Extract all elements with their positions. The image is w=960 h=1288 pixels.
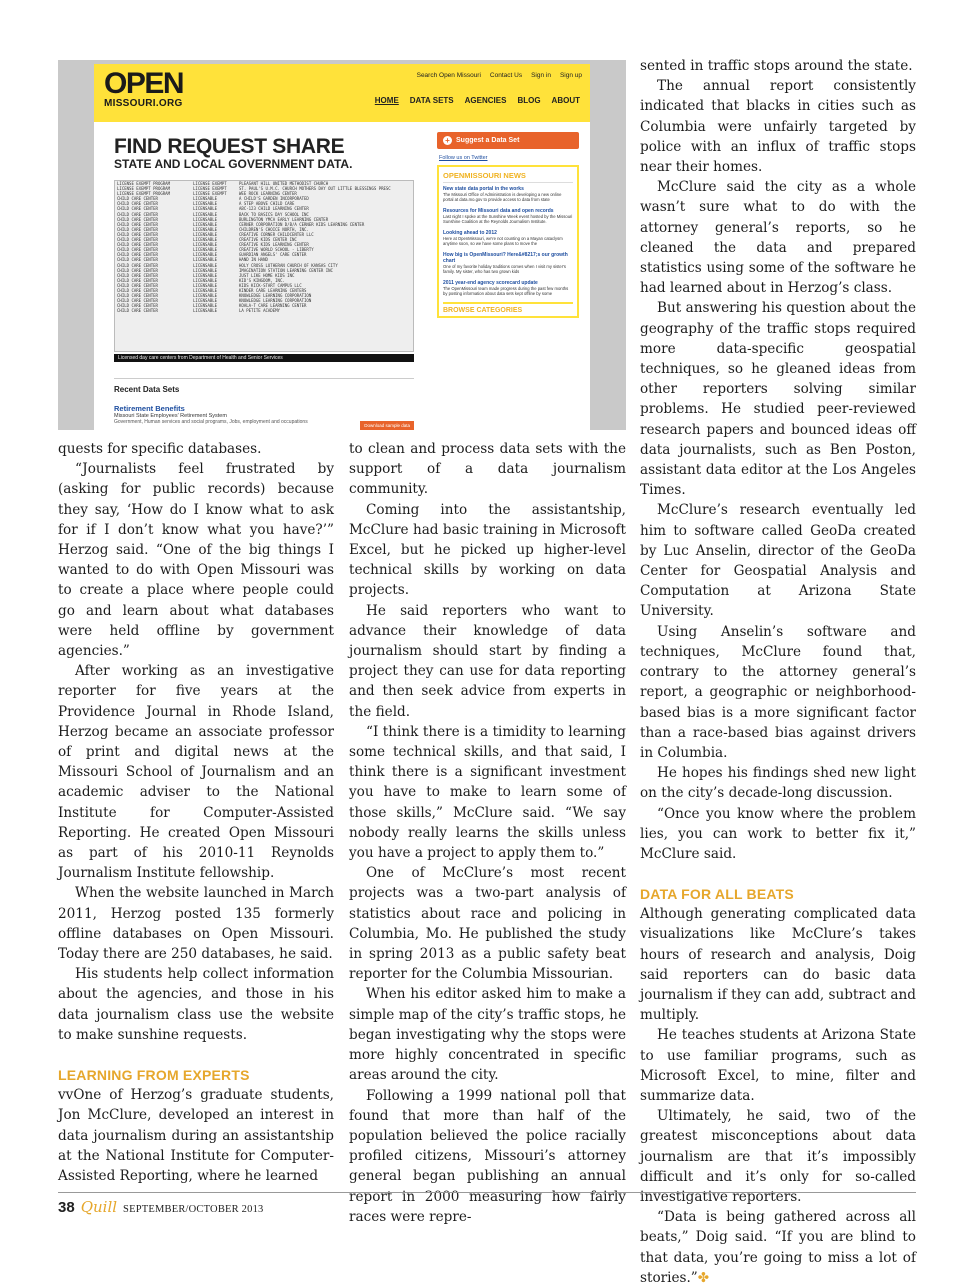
table-cell: CHILD CARE CENTER bbox=[117, 196, 158, 202]
nav-about: ABOUT bbox=[551, 96, 580, 105]
table-cell: LICENSABLE bbox=[193, 196, 218, 202]
table-cell: GUARDIAN ANGELS' CARE CENTER bbox=[239, 252, 307, 258]
paragraph: “Journalists feel frustrated by (asking for public records) because they say, ‘How do I know what to ask for if I don’t know what you have?’” Herzog said. “One of the big things I wanted to do with Open Missouri was to create a place where people could go and learn about what databases were held offline by government agencies.” bbox=[58, 461, 334, 660]
paragraph: When the website launched in March 2011, Herzog posted 135 formerly offline databases on Open Missouri. Today there are 250 databases, he said. bbox=[58, 885, 334, 963]
browse-heading: BROWSE CATEGORIES bbox=[443, 302, 573, 314]
table-cell: CREATIVE KIDS LEARNING CENTER bbox=[239, 242, 309, 248]
openmissouri-screenshot bbox=[58, 60, 626, 430]
table-cell: CHILD CARE CENTER bbox=[117, 272, 158, 278]
table-cell: CHILD CARE CENTER bbox=[117, 277, 158, 283]
site-nav bbox=[375, 96, 580, 105]
news-item-title: How big is OpenMissouri? Here&#8217;s our growth chart bbox=[443, 252, 568, 264]
nav-agencies: AGENCIES bbox=[464, 96, 507, 105]
table-cell: LICENSABLE bbox=[193, 242, 218, 248]
table-cell: IMAGINATION STATION LEARNING CENTER INC bbox=[239, 267, 333, 273]
news-item-desc: The Missouri Office of Administration is developing a new online portal at data.mo.gov to provide access to data from state bbox=[443, 192, 562, 202]
table-cell: LICENSABLE bbox=[193, 247, 218, 253]
table-cell: CHILD CARE CENTER bbox=[117, 262, 158, 268]
subhead-learning-from-experts: LEARNING FROM EXPERTS bbox=[58, 1067, 250, 1084]
news-item-desc: The OpenMissouri team made progress during the past few months by posting information about data sets kept offline by some bbox=[443, 286, 569, 296]
subhead-data-for-all-beats: DATA FOR ALL BEATS bbox=[640, 886, 794, 903]
news-item bbox=[443, 280, 573, 296]
table-cell: ST. PAUL'S U.M.C. CHURCH MOTHERS DAY OUT LITTLE BLESSINGS PRESC bbox=[239, 186, 391, 192]
table-cell: LICENSE EXEMPT PROGRAM bbox=[117, 181, 170, 186]
table-cell: A STEP ABOVE CHILD CARE bbox=[239, 201, 295, 207]
recent-data-sets bbox=[114, 378, 414, 430]
paragraph: The annual report consistently indicated that blacks in cities such as Columbia were unfairly targeted by police with an influx of traffic stops near their homes. bbox=[640, 78, 916, 176]
article-column-2 bbox=[349, 439, 626, 1227]
site-logo bbox=[104, 67, 184, 109]
table-cell: LICENSABLE bbox=[193, 282, 218, 288]
plus-icon: + bbox=[443, 136, 452, 145]
table-cell: A CHILD'S GARDEN INCORPORATED bbox=[239, 196, 309, 202]
paragraph: McClure said the city as a whole wasn’t sure what to do with the attorney general’s reports, so he cleaned the data and prepared statistics using some of the software he had learned about in Herzog’s class. bbox=[640, 179, 916, 297]
table-cell: LICENSABLE bbox=[193, 221, 218, 227]
table-cell: LICENSABLE bbox=[193, 298, 218, 304]
site-content bbox=[94, 122, 590, 430]
paragraph: Using Anselin’s software and techniques, McClure found that, contrary to the attorney general’s report, a geographic or neighborhood-based bias is a more significant factor than a race-based bias against drivers in Columbia. bbox=[640, 623, 916, 761]
paragraph: He teaches students at Arizona State to use familiar programs, such as Microsoft Excel, to mine, filter and summarize data. bbox=[640, 1027, 916, 1104]
article-column-1 bbox=[58, 439, 334, 1186]
news-item bbox=[443, 208, 573, 224]
table-cell: LICENSABLE bbox=[193, 267, 218, 273]
closing-quote: “Data is being gathered across all beats,” Doig said. “If you are blind to that data, you’re going to miss a lot of stories.” bbox=[640, 1209, 916, 1286]
table-cell: LICENSE EXEMPT PROGRAM bbox=[117, 186, 170, 192]
paragraph: sented in traffic stops around the state. bbox=[640, 58, 913, 74]
folio bbox=[58, 1198, 263, 1216]
news-item-title: 2011 year-end agency scorecard update bbox=[443, 280, 538, 286]
magazine-name: Quill bbox=[80, 1198, 118, 1216]
paragraph bbox=[640, 1207, 916, 1288]
paragraph: quests for specific databases. bbox=[58, 441, 262, 457]
tagline-sub: STATE AND LOCAL GOVERNMENT DATA. bbox=[114, 157, 353, 171]
table-cell: CHILD CARE CENTER bbox=[117, 206, 158, 212]
nav-blog: BLOG bbox=[517, 96, 541, 105]
sidebar bbox=[437, 132, 579, 318]
table-cell: CERNER CORPORATION D/B/A CERNER KIDS LEARNING CENTER bbox=[239, 221, 365, 227]
table-cell: BACK TO BASICS DAY SCHOOL INC bbox=[239, 211, 309, 217]
search-link: Search Open Missouri bbox=[416, 72, 481, 79]
table-cell: LICENSABLE bbox=[193, 272, 218, 278]
table-cell: CHILD CARE CENTER bbox=[117, 282, 158, 288]
table-cell: CHILDREN'S CHOICE NORTH, INC. bbox=[239, 226, 309, 232]
article-column-3 bbox=[640, 56, 916, 1288]
table-cell: LICENSABLE bbox=[193, 287, 218, 293]
table-cell: CHILD CARE CENTER bbox=[117, 247, 158, 253]
news-item-title: Looking ahead to 2012 bbox=[443, 230, 497, 236]
table-cell: LICENSABLE bbox=[193, 277, 218, 283]
table-cell: LICENSE EXEMPT PROGRAM bbox=[117, 191, 170, 197]
recent-desc: Government, Human services and social programs, Jobs, employment and occupations bbox=[114, 419, 308, 425]
table-cell: KIDS KICK-START CAMPUS LLC bbox=[239, 282, 302, 288]
table-cell: LICENSABLE bbox=[193, 293, 218, 299]
table-caption: Licensed day care centers from Department of Health and Senior Services bbox=[114, 354, 414, 362]
table-cell: LICENSE EXEMPT bbox=[193, 186, 227, 192]
table-cell: CREATIVE CORNER CHILDCENTER LLC bbox=[239, 231, 314, 237]
news-heading: OPENMISSOURI NEWS bbox=[443, 171, 573, 183]
recent-heading: Recent Data Sets bbox=[114, 385, 180, 394]
table-cell: LICENSABLE bbox=[193, 252, 218, 258]
paragraph: Coming into the assistantship, McClure had basic training in Microsoft Excel, but he picked up higher-level technical skills by working on data projects. bbox=[349, 501, 626, 599]
tagline-main: FIND REQUEST SHARE bbox=[114, 135, 345, 158]
table-cell: CHILD CARE CENTER bbox=[117, 216, 158, 222]
table-cell: LICENSABLE bbox=[193, 262, 218, 268]
table-cell: CHILD CARE CENTER bbox=[117, 221, 158, 227]
table-cell: LICENSABLE bbox=[193, 303, 218, 309]
table-cell: KNOWLEDGE LEARNING CORPORATION bbox=[239, 298, 312, 304]
table-cell: PLEASANT HILL UNITED METHODIST CHURCH bbox=[239, 181, 329, 186]
table-cell: LICENSABLE bbox=[193, 231, 218, 237]
table-cell: CHILD CARE CENTER bbox=[117, 201, 158, 207]
news-item-desc: One of my favorite holiday traditions comes when I visit my sister's family. My sister, who has two grown kids bbox=[443, 264, 566, 274]
suggest-data-set-button bbox=[437, 132, 579, 149]
news-item-desc: Last night I spoke at the Sunshine Week event hosted by the Missouri Sunshine Coalition at the Reynolds Journalism Institute. bbox=[443, 214, 573, 224]
table-row bbox=[115, 308, 413, 313]
signup-link: Sign up bbox=[559, 72, 582, 79]
nav-home: HOME bbox=[374, 96, 399, 105]
table-cell: KOALA-T CARE LEARNING CENTER bbox=[239, 303, 307, 309]
paragraph: “I think there is a timidity to learning some technical skills, and that said, I think there is a significant investment you have to make to learn some of those skills,” McClure said. “We say nobody really learns the skills unless you have a project to apply them to.” bbox=[349, 723, 626, 862]
table-cell: CHILD CARE CENTER bbox=[117, 293, 158, 299]
twitter-link: Follow us on Twitter bbox=[439, 155, 488, 161]
paragraph: But answering his question about the geography of the traffic stops required more data-specific geospatial techniques, so he gleaned ideas from other reporters solving similar problems. He studied peer-reviewed research papers and bounced ideas off data journalists, such as Ben Poston, assistant data editor at the Los Angeles Times. bbox=[640, 300, 916, 499]
paragraph: Ultimately, he said, two of the greatest misconceptions about data journalism are that it’s impossibly difficult and it’s only for so-called investigative reporters. bbox=[640, 1108, 916, 1205]
paragraph: He hopes his findings shed new light on the city’s decade-long discussion. bbox=[640, 765, 916, 802]
table-cell: LICENSABLE bbox=[193, 201, 218, 207]
table-cell: KINDER CARE LEARNING CENTERS bbox=[239, 287, 307, 293]
recent-subtitle: Missouri State Employees' Retirement System bbox=[114, 413, 227, 419]
table-cell: CHILD CARE CENTER bbox=[117, 303, 158, 309]
suggest-label: Suggest a Data Set bbox=[456, 137, 520, 144]
page-number: 38 bbox=[58, 1199, 75, 1216]
news-item bbox=[443, 230, 573, 246]
table-cell: CHILD CARE CENTER bbox=[117, 252, 158, 258]
paragraph: He said reporters who want to advance their knowledge of data journalism should start by finding a project they can use for data reporting and then seek advice from experts in the field. bbox=[349, 602, 626, 720]
table-cell: BURLINGTON YMCA EARLY LEARNING CENTER bbox=[239, 216, 329, 222]
table-cell: CHILD CARE CENTER bbox=[117, 308, 158, 314]
paragraph: After working as an investigative reporter for five years at the Providence Journal in Rhode Island, Herzog became an associate professor of print and digital news at the Missouri School of Journalism and an academic adviser to the National Institute for Computer-Assisted Reporting. He created Open Missouri as part of his 2010-11 Reynolds Journalism Institute fellowship. bbox=[58, 663, 334, 882]
table-cell: CHILD CARE CENTER bbox=[117, 226, 158, 232]
table-cell: CHILD CARE CENTER bbox=[117, 298, 158, 304]
paragraph: Following a 1999 national poll that found that more than half of the population believed the police racially profiled citizens, Missouri’s attorney general began publishing an annual report in 2000 measuring how fairly races were repre- bbox=[349, 1087, 626, 1225]
table-cell: CHILD CARE CENTER bbox=[117, 211, 158, 217]
utility-links bbox=[417, 72, 582, 79]
table-cell: KNOWLEDGE LEARNING CORPORATION bbox=[239, 293, 312, 299]
table-cell: KID'S KINGDOM, INC. bbox=[239, 277, 285, 283]
logo-missouri: MISSOURI.ORG bbox=[104, 98, 183, 109]
news-item-title: Resources for Missouri data and open records bbox=[443, 208, 554, 214]
paragraph: vvOne of Herzog’s graduate students, Jon McClure, developed an interest in data journalism during an assistantship at the National Institute for Computer-Assisted Reporting, where he learned bbox=[58, 1087, 334, 1184]
table-cell: LICENSABLE bbox=[193, 206, 218, 212]
paragraph: McClure’s research eventually led him to software called GeoDa created by Luc Anselin, director of the GeoDa Center for Geospatial Analysis and Computation at Arizona State University. bbox=[640, 502, 916, 620]
paragraph: When his editor asked him to make a simple map of the city’s traffic stops, he began investigating why the stops were more highly concentrated in specific areas around the city. bbox=[349, 986, 626, 1084]
table-cell: JUST LIKE HOME KIDS INC bbox=[239, 272, 295, 278]
table-cell: CREATIVE KIDS CENTER INC bbox=[239, 237, 297, 243]
news-item-title: New state data portal in the works bbox=[443, 186, 524, 192]
paragraph: “Once you know where the problem lies, you can work to better fix it,” McClure said. bbox=[640, 805, 916, 862]
table-cell: LICENSABLE bbox=[193, 216, 218, 222]
news-box bbox=[437, 165, 579, 318]
nav-data-sets: DATA SETS bbox=[409, 96, 454, 105]
news-item-desc: Here at OpenMissouri, we're not counting on a Mayan cataclysm anytime soon, so we have some plans to move the bbox=[443, 236, 563, 246]
table-cell: CHILD CARE CENTER bbox=[117, 231, 158, 237]
paragraph: Although generating complicated data visualizations like McClure’s takes hours of research and analysis, Doig said reporters can do basic data journalism if they can add, subtract and multiply. bbox=[640, 906, 916, 1024]
table-cell: ABC-123 CHILD LEARNING CENTER bbox=[239, 206, 309, 212]
issue-date: SEPTEMBER/OCTOBER 2013 bbox=[123, 1204, 264, 1215]
table-cell: LICENSE EXEMPT bbox=[193, 191, 227, 197]
news-item bbox=[443, 186, 573, 202]
table-cell: LICENSE EXEMPT bbox=[193, 181, 227, 186]
table-cell: CHILD CARE CENTER bbox=[117, 287, 158, 293]
paragraph: One of McClure’s most recent projects was a two-part analysis of statistics about race and policing in Columbia, Mo. He published the study in spring 2013 as a public safety beat reporter for the Columbia Missourian. bbox=[349, 865, 626, 983]
signin-link: Sign in bbox=[531, 72, 551, 79]
download-sample-button: Download sample data bbox=[360, 421, 414, 430]
table-cell: WEE ROCK LEARNING CENTER bbox=[239, 191, 297, 197]
table-cell: CHILD CARE CENTER bbox=[117, 242, 158, 248]
table-cell: LICENSABLE bbox=[193, 211, 218, 217]
logo-open: OPEN bbox=[104, 67, 184, 100]
table-cell: LA PETITE ACADEMY bbox=[239, 308, 280, 314]
table-cell: CHILD CARE CENTER bbox=[117, 267, 158, 273]
paragraph: to clean and process data sets with the support of a data journalism community. bbox=[349, 441, 626, 498]
table-cell: CREATIVE WORLD SCHOOL - LIBERTY bbox=[239, 247, 314, 253]
table-cell: LICENSABLE bbox=[193, 226, 218, 232]
end-mark-icon: ✤ bbox=[697, 1269, 710, 1286]
paragraph: His students help collect information about the agencies, and those in his data journalism class use the website to make sunshine requests. bbox=[58, 966, 334, 1043]
site-header bbox=[94, 64, 590, 122]
news-item bbox=[443, 252, 573, 274]
recent-title: Retirement Benefits bbox=[114, 404, 185, 413]
footer-rule bbox=[58, 1192, 916, 1193]
table-cell: CHILD CARE CENTER bbox=[117, 257, 158, 263]
table-cell: HOLY CROSS LUTHERAN CHURCH OF KANSAS CITY bbox=[239, 262, 338, 268]
table-cell: LICENSABLE bbox=[193, 237, 218, 243]
table-cell: LICENSABLE bbox=[193, 308, 218, 314]
data-table bbox=[114, 180, 414, 352]
contact-link: Contact Us bbox=[489, 72, 523, 79]
table-cell: CHILD CARE CENTER bbox=[117, 237, 158, 243]
table-cell: LICENSABLE bbox=[193, 257, 218, 263]
table-cell: HAND IN HAND bbox=[239, 257, 268, 263]
